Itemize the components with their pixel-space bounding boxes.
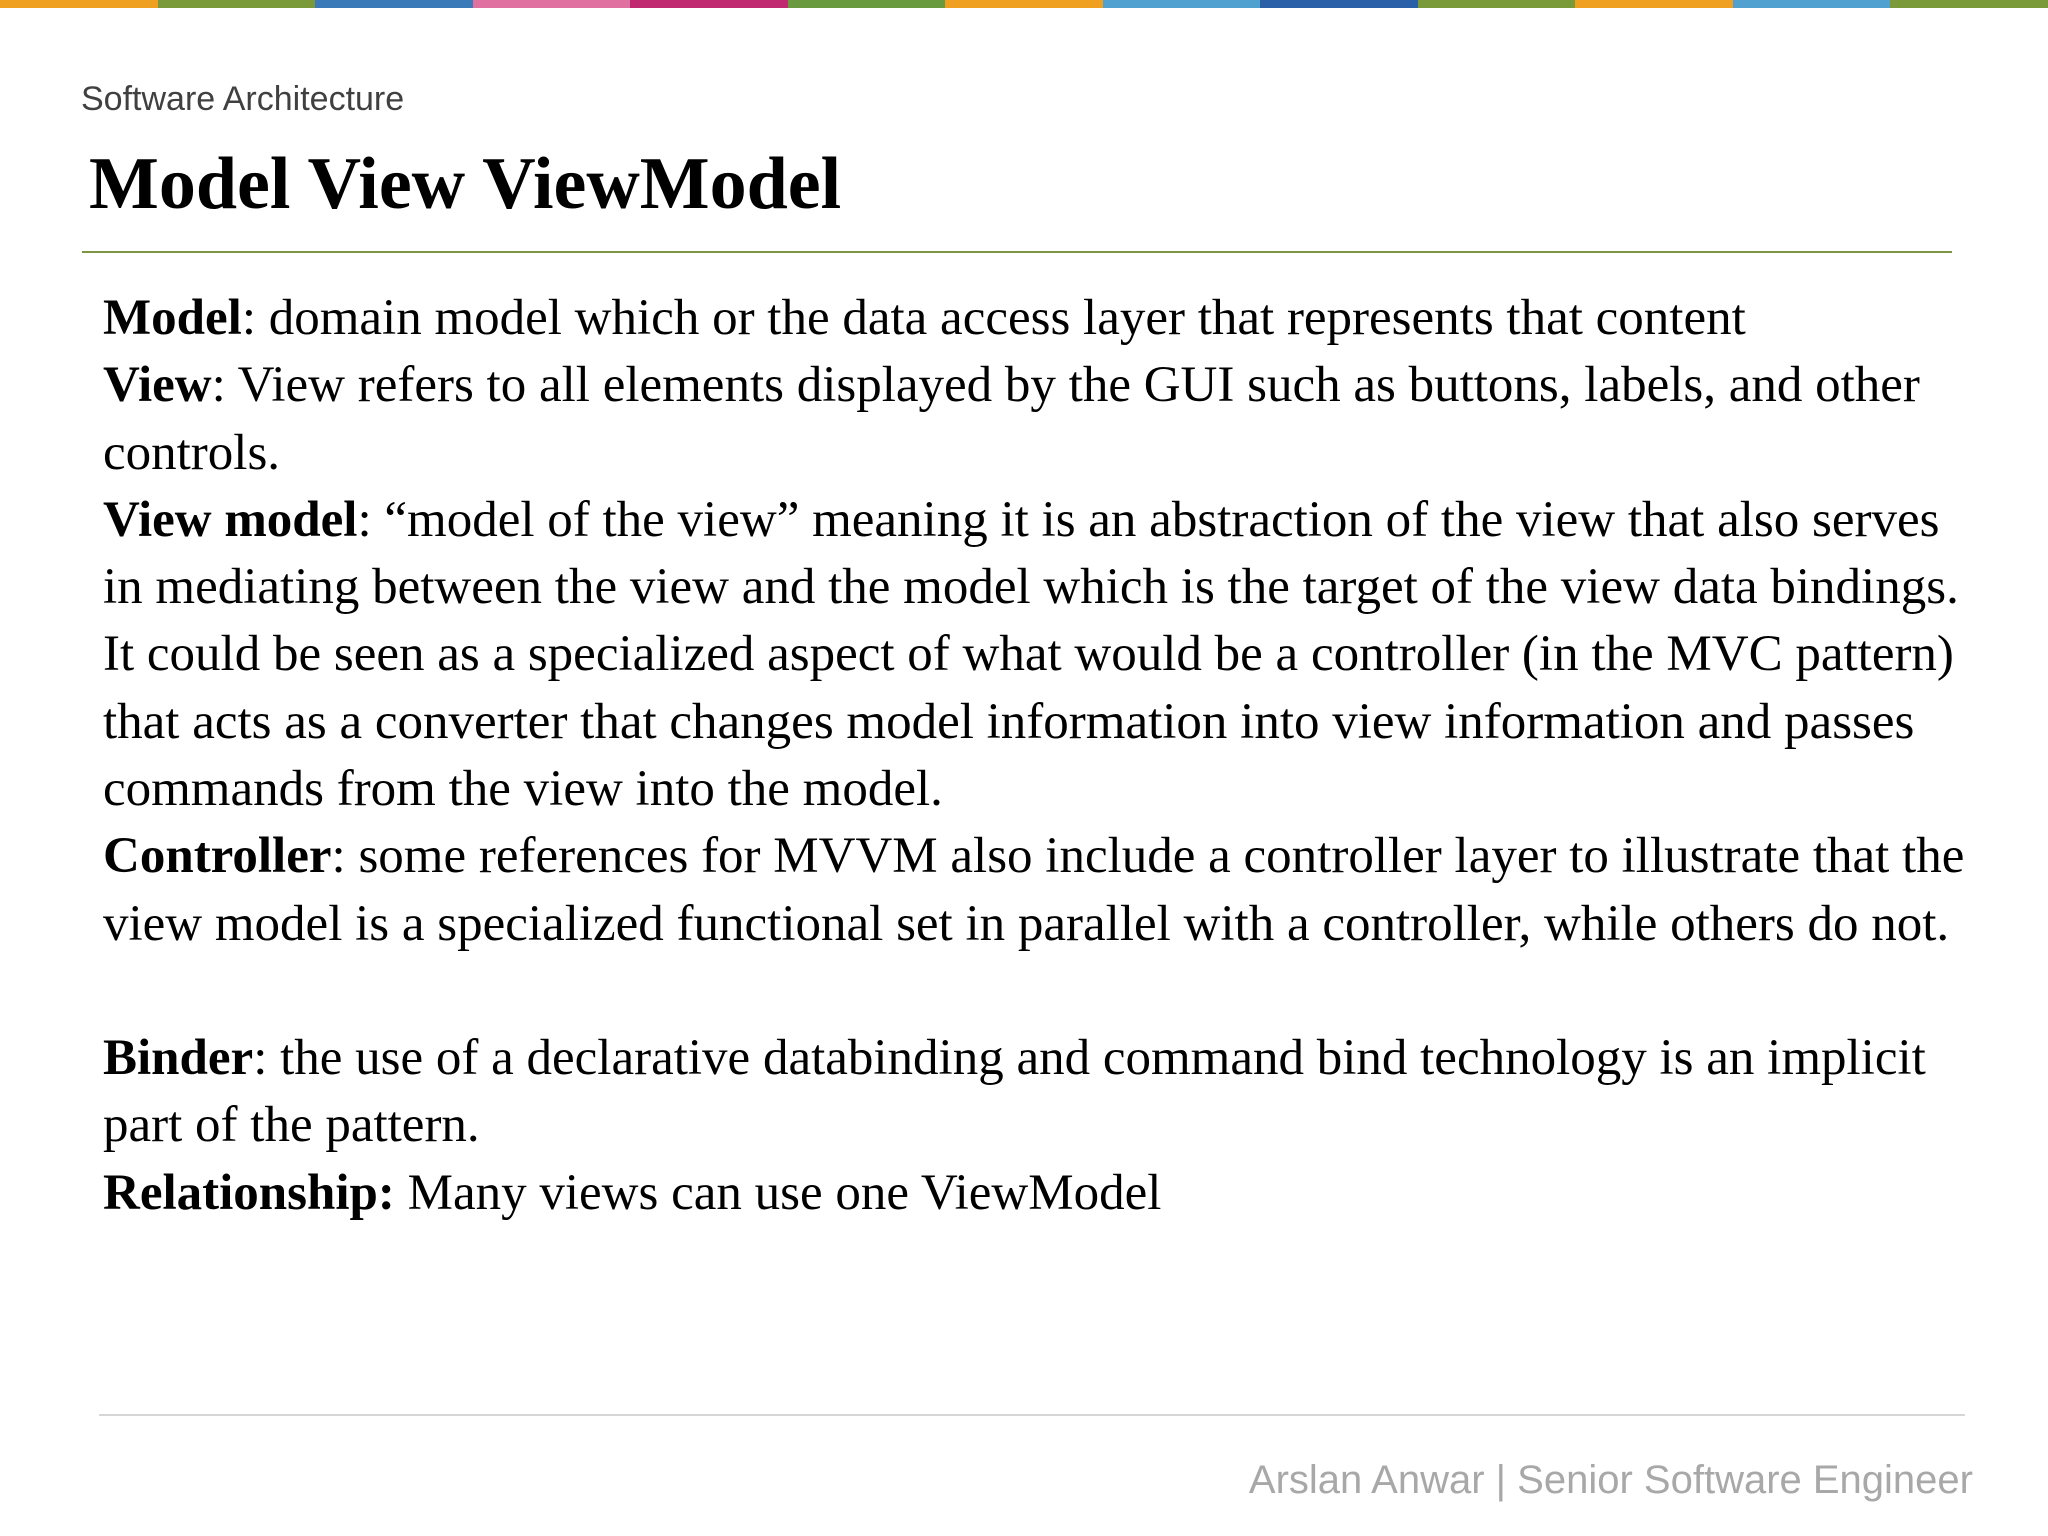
term-label: Controller (103, 828, 332, 885)
footer-credit: Arslan Anwar | Senior Software Engineer (1248, 1458, 1973, 1502)
definition-controller (103, 823, 1983, 958)
definition-text: Many views can use one ViewModel (407, 1164, 1162, 1221)
term-label: View model (103, 491, 358, 548)
definition-model (103, 285, 1983, 352)
term-separator: : (211, 357, 238, 414)
color-stripe (945, 0, 1103, 8)
term-label: Model (103, 290, 242, 346)
term-separator: : (241, 290, 269, 346)
definition-view (103, 352, 1983, 487)
decorative-color-bar (0, 0, 2048, 8)
term-label: Binder (103, 1029, 254, 1086)
color-stripe (1733, 0, 1891, 8)
color-stripe (630, 0, 788, 8)
slide-body (103, 285, 1983, 1227)
slide-title: Model View ViewModel (89, 143, 842, 225)
definition-text: the use of a declarative databinding and command bind technology is an implicit part of the pattern. (103, 1029, 1926, 1154)
term-label: Relationship: (103, 1164, 395, 1221)
color-stripe (315, 0, 473, 8)
definition-relationship (103, 1160, 1983, 1227)
term-separator (395, 1165, 408, 1221)
definition-text: some references for MVVM also include a controller layer to illustrate that the view model is a specialized functional set in parallel with a controller, while others do not. (103, 828, 1965, 952)
title-divider (82, 251, 1952, 253)
color-stripe (1575, 0, 1733, 8)
definition-text: View refers to all elements displayed by the GUI such as buttons, labels, and other controls. (103, 357, 1920, 481)
color-stripe (473, 0, 631, 8)
color-stripe (1260, 0, 1418, 8)
term-label: View (103, 357, 212, 414)
definition-text: “model of the view” meaning it is an abstraction of the view that also serves in mediating between the view and the model which is the target of the view data bindings. It could be seen as a specialized aspect of what would be a controller (in the MVC pattern) that acts as a converter that changes model information into view information and passes commands from the view into the model. (103, 491, 1959, 818)
footer-divider (99, 1414, 1965, 1416)
definition-binder (103, 1025, 1983, 1160)
color-stripe (1103, 0, 1261, 8)
definition-view-model (103, 487, 1983, 823)
term-separator: : (357, 491, 385, 548)
course-label: Software Architecture (81, 80, 405, 118)
color-stripe (1418, 0, 1576, 8)
color-stripe (1890, 0, 2048, 8)
color-stripe (0, 0, 158, 8)
definition-text: domain model which or the data access layer that represents that content (268, 290, 1746, 346)
color-stripe (788, 0, 946, 8)
term-separator: : (331, 828, 359, 885)
term-separator: : (253, 1029, 281, 1086)
color-stripe (158, 0, 316, 8)
